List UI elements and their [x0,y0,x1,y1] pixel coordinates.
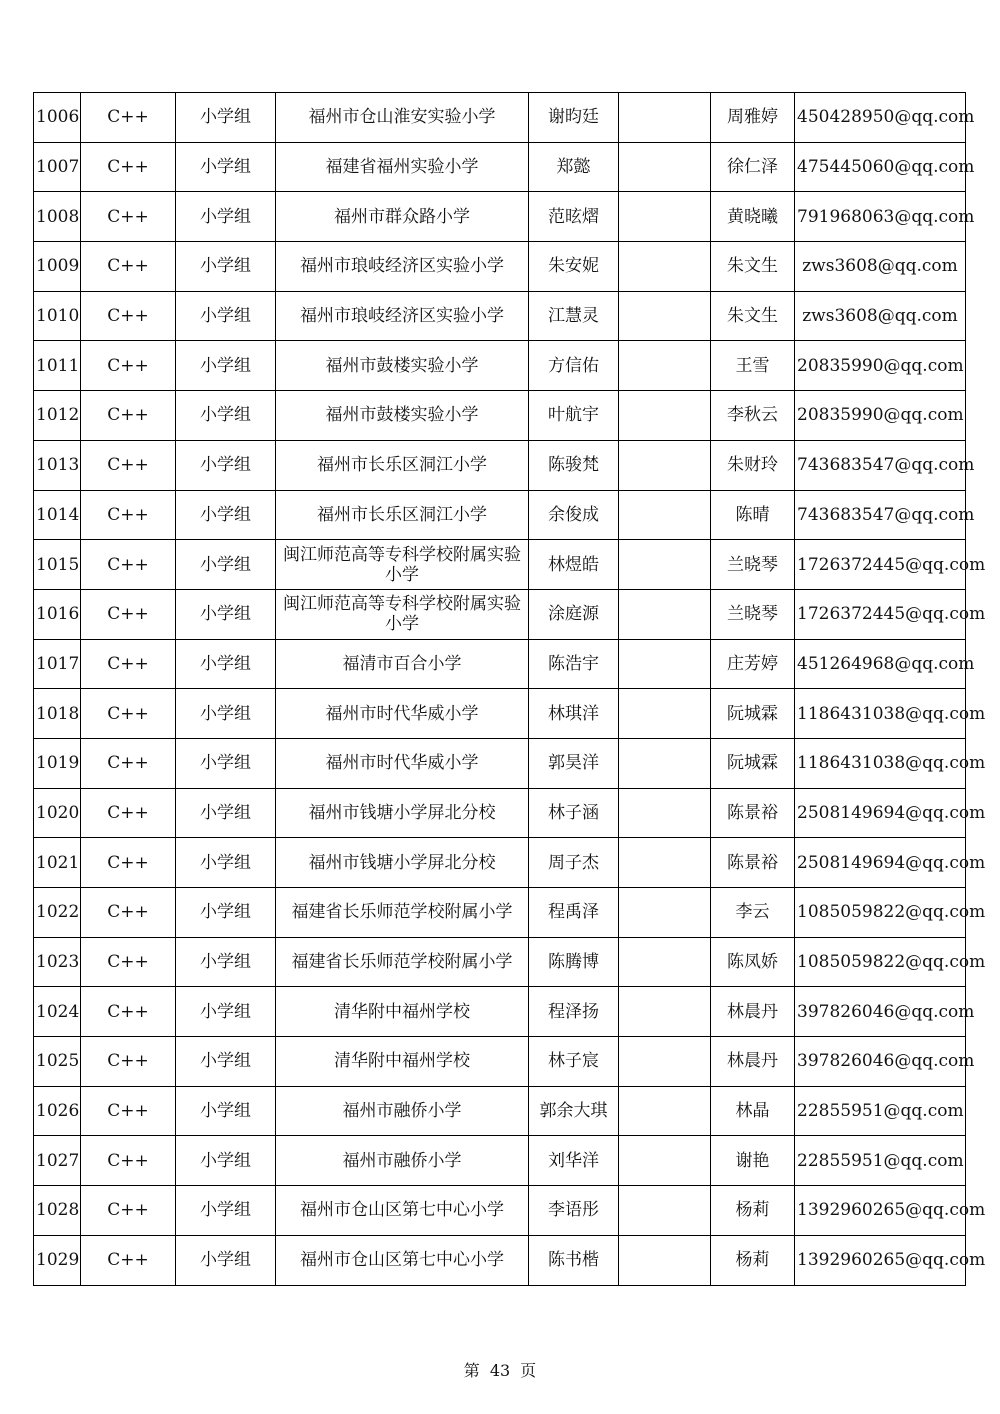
table-row [34,291,966,341]
cell-teacher: 朱财玲 [711,440,795,490]
cell-email: 475445060@qq.com [795,142,966,192]
cell-email: 1392960265@qq.com [795,1235,966,1285]
cell-school: 福清市百合小学 [276,639,529,689]
cell-email: zws3608@qq.com [795,291,966,341]
cell-teacher: 李云 [711,888,795,938]
cell-blank [619,93,711,143]
cell-student: 叶航宇 [529,391,619,441]
table-row [34,987,966,1037]
cell-student: 朱安妮 [529,242,619,292]
cell-group: 小学组 [176,838,276,888]
table-row [34,1086,966,1136]
cell-blank [619,1086,711,1136]
cell-student: 余俊成 [529,490,619,540]
cell-group: 小学组 [176,1186,276,1236]
cell-id: 1018 [34,689,81,739]
cell-group: 小学组 [176,142,276,192]
cell-student: 陈腾博 [529,937,619,987]
cell-id: 1016 [34,589,81,639]
cell-language: C++ [81,490,176,540]
cell-blank [619,738,711,788]
cell-school: 清华附中福州学校 [276,987,529,1037]
cell-teacher: 王雪 [711,341,795,391]
cell-id: 1019 [34,738,81,788]
cell-school: 福州市时代华威小学 [276,738,529,788]
cell-id: 1022 [34,888,81,938]
table-row [34,93,966,143]
cell-language: C++ [81,888,176,938]
cell-language: C++ [81,192,176,242]
cell-teacher: 庄芳婷 [711,639,795,689]
cell-group: 小学组 [176,689,276,739]
cell-email: 22855951@qq.com [795,1136,966,1186]
cell-teacher: 黄晓曦 [711,192,795,242]
cell-group: 小学组 [176,391,276,441]
table-row [34,738,966,788]
cell-group: 小学组 [176,589,276,639]
cell-teacher: 林晨丹 [711,987,795,1037]
cell-id: 1029 [34,1235,81,1285]
cell-blank [619,490,711,540]
cell-id: 1017 [34,639,81,689]
cell-email: 743683547@qq.com [795,490,966,540]
cell-id: 1008 [34,192,81,242]
table-row [34,142,966,192]
cell-language: C++ [81,1086,176,1136]
table-row [34,1136,966,1186]
cell-blank [619,589,711,639]
cell-school: 福建省长乐师范学校附属小学 [276,888,529,938]
cell-blank [619,838,711,888]
cell-email: 791968063@qq.com [795,192,966,242]
cell-email: 20835990@qq.com [795,391,966,441]
cell-language: C++ [81,639,176,689]
cell-student: 林子宸 [529,1037,619,1087]
table-row [34,391,966,441]
cell-email: 397826046@qq.com [795,1037,966,1087]
cell-teacher: 陈凤娇 [711,937,795,987]
cell-school: 闽江师范高等专科学校附属实验小学 [276,540,529,590]
cell-email: 20835990@qq.com [795,341,966,391]
cell-language: C++ [81,341,176,391]
cell-email: 451264968@qq.com [795,639,966,689]
cell-blank [619,1136,711,1186]
cell-student: 李语彤 [529,1186,619,1236]
cell-teacher: 谢艳 [711,1136,795,1186]
cell-email: 2508149694@qq.com [795,838,966,888]
table-row [34,788,966,838]
cell-blank [619,639,711,689]
cell-language: C++ [81,1136,176,1186]
cell-group: 小学组 [176,888,276,938]
cell-group: 小学组 [176,192,276,242]
cell-teacher: 陈晴 [711,490,795,540]
cell-language: C++ [81,838,176,888]
cell-blank [619,1186,711,1236]
cell-student: 刘华洋 [529,1136,619,1186]
cell-language: C++ [81,142,176,192]
cell-language: C++ [81,391,176,441]
cell-blank [619,788,711,838]
cell-group: 小学组 [176,1037,276,1087]
cell-teacher: 阮城霖 [711,689,795,739]
cell-id: 1015 [34,540,81,590]
table-row [34,440,966,490]
cell-id: 1026 [34,1086,81,1136]
table-row [34,639,966,689]
cell-group: 小学组 [176,987,276,1037]
cell-email: 2508149694@qq.com [795,788,966,838]
cell-school: 闽江师范高等专科学校附属实验小学 [276,589,529,639]
cell-group: 小学组 [176,937,276,987]
table-row [34,341,966,391]
cell-blank [619,1235,711,1285]
cell-email: 22855951@qq.com [795,1086,966,1136]
cell-group: 小学组 [176,788,276,838]
cell-student: 陈书楷 [529,1235,619,1285]
cell-email: 1726372445@qq.com [795,589,966,639]
cell-school: 福州市长乐区洞江小学 [276,490,529,540]
cell-group: 小学组 [176,639,276,689]
registration-table [33,92,986,1286]
table-row [34,1235,966,1285]
cell-school: 福州市钱塘小学屏北分校 [276,788,529,838]
cell-email: 743683547@qq.com [795,440,966,490]
cell-school: 福州市长乐区洞江小学 [276,440,529,490]
cell-id: 1025 [34,1037,81,1087]
cell-blank [619,987,711,1037]
cell-student: 郭余大琪 [529,1086,619,1136]
cell-group: 小学组 [176,1136,276,1186]
footer-suffix: 页 [520,1361,537,1380]
cell-language: C++ [81,738,176,788]
cell-school: 福州市琅岐经济区实验小学 [276,242,529,292]
cell-student: 林煜皓 [529,540,619,590]
cell-id: 1012 [34,391,81,441]
cell-group: 小学组 [176,341,276,391]
cell-id: 1014 [34,490,81,540]
cell-teacher: 阮城霖 [711,738,795,788]
cell-id: 1027 [34,1136,81,1186]
cell-id: 1023 [34,937,81,987]
cell-blank [619,440,711,490]
cell-school: 福州市仓山淮安实验小学 [276,93,529,143]
cell-school: 福州市融侨小学 [276,1086,529,1136]
table-row [34,888,966,938]
cell-blank [619,142,711,192]
cell-id: 1007 [34,142,81,192]
cell-group: 小学组 [176,1235,276,1285]
page-number: 43 [489,1361,511,1380]
cell-group: 小学组 [176,738,276,788]
cell-teacher: 周雅婷 [711,93,795,143]
cell-student: 涂庭源 [529,589,619,639]
cell-student: 林子涵 [529,788,619,838]
cell-language: C++ [81,291,176,341]
cell-blank [619,689,711,739]
cell-student: 方信佑 [529,341,619,391]
cell-student: 范昡熠 [529,192,619,242]
cell-teacher: 兰晓琴 [711,589,795,639]
cell-id: 1011 [34,341,81,391]
table-row [34,589,966,639]
cell-email: 450428950@qq.com [795,93,966,143]
cell-id: 1024 [34,987,81,1037]
cell-language: C++ [81,540,176,590]
table-row [34,1186,966,1236]
cell-school: 福建省福州实验小学 [276,142,529,192]
cell-school: 福州市钱塘小学屏北分校 [276,838,529,888]
cell-email: 1392960265@qq.com [795,1186,966,1236]
cell-school: 福州市融侨小学 [276,1136,529,1186]
cell-blank [619,341,711,391]
cell-language: C++ [81,440,176,490]
cell-language: C++ [81,589,176,639]
cell-language: C++ [81,987,176,1037]
cell-student: 陈浩宇 [529,639,619,689]
cell-teacher: 杨莉 [711,1186,795,1236]
cell-student: 陈骏梵 [529,440,619,490]
cell-blank [619,242,711,292]
cell-group: 小学组 [176,440,276,490]
cell-blank [619,937,711,987]
cell-blank [619,888,711,938]
cell-school: 福州市仓山区第七中心小学 [276,1235,529,1285]
cell-language: C++ [81,937,176,987]
cell-teacher: 朱文生 [711,242,795,292]
cell-teacher: 陈景裕 [711,838,795,888]
cell-group: 小学组 [176,93,276,143]
cell-email: 1726372445@qq.com [795,540,966,590]
cell-student: 林琪洋 [529,689,619,739]
cell-id: 1009 [34,242,81,292]
cell-group: 小学组 [176,242,276,292]
cell-id: 1028 [34,1186,81,1236]
table-body [34,93,986,1286]
cell-blank [619,291,711,341]
cell-school: 福州市群众路小学 [276,192,529,242]
cell-id: 1010 [34,291,81,341]
cell-school: 福州市鼓楼实验小学 [276,341,529,391]
cell-id: 1021 [34,838,81,888]
cell-school: 福建省长乐师范学校附属小学 [276,937,529,987]
cell-email: 1186431038@qq.com [795,738,966,788]
cell-student: 程禹泽 [529,888,619,938]
cell-teacher: 朱文生 [711,291,795,341]
cell-student: 郭昊洋 [529,738,619,788]
cell-id: 1020 [34,788,81,838]
cell-teacher: 陈景裕 [711,788,795,838]
cell-id: 1013 [34,440,81,490]
cell-teacher: 徐仁泽 [711,142,795,192]
cell-student: 江慧灵 [529,291,619,341]
cell-email: zws3608@qq.com [795,242,966,292]
table-row [34,242,966,292]
cell-school: 福州市琅岐经济区实验小学 [276,291,529,341]
cell-language: C++ [81,1186,176,1236]
cell-student: 程泽扬 [529,987,619,1037]
cell-group: 小学组 [176,1086,276,1136]
cell-email: 1186431038@qq.com [795,689,966,739]
table-row [34,937,966,987]
table-row [34,1037,966,1087]
cell-email: 1085059822@qq.com [795,937,966,987]
cell-language: C++ [81,788,176,838]
cell-student: 谢昀廷 [529,93,619,143]
table-row [34,689,966,739]
cell-student: 郑懿 [529,142,619,192]
table-row [34,490,966,540]
cell-group: 小学组 [176,291,276,341]
cell-teacher: 林晶 [711,1086,795,1136]
cell-email: 1085059822@qq.com [795,888,966,938]
cell-blank [619,192,711,242]
cell-blank [619,540,711,590]
cell-school: 清华附中福州学校 [276,1037,529,1087]
cell-language: C++ [81,1037,176,1087]
cell-school: 福州市时代华威小学 [276,689,529,739]
page-footer [0,1358,1000,1381]
cell-school: 福州市仓山区第七中心小学 [276,1186,529,1236]
table-row [34,838,966,888]
cell-group: 小学组 [176,490,276,540]
cell-school: 福州市鼓楼实验小学 [276,391,529,441]
cell-student: 周子杰 [529,838,619,888]
cell-language: C++ [81,93,176,143]
cell-language: C++ [81,242,176,292]
table-row [34,192,966,242]
cell-language: C++ [81,1235,176,1285]
cell-blank [619,391,711,441]
cell-blank [619,1037,711,1087]
cell-teacher: 林晨丹 [711,1037,795,1087]
cell-language: C++ [81,689,176,739]
cell-teacher: 兰晓琴 [711,540,795,590]
table-row [34,540,966,590]
cell-id: 1006 [34,93,81,143]
cell-teacher: 杨莉 [711,1235,795,1285]
cell-group: 小学组 [176,540,276,590]
footer-prefix: 第 [463,1361,480,1380]
cell-email: 397826046@qq.com [795,987,966,1037]
cell-teacher: 李秋云 [711,391,795,441]
